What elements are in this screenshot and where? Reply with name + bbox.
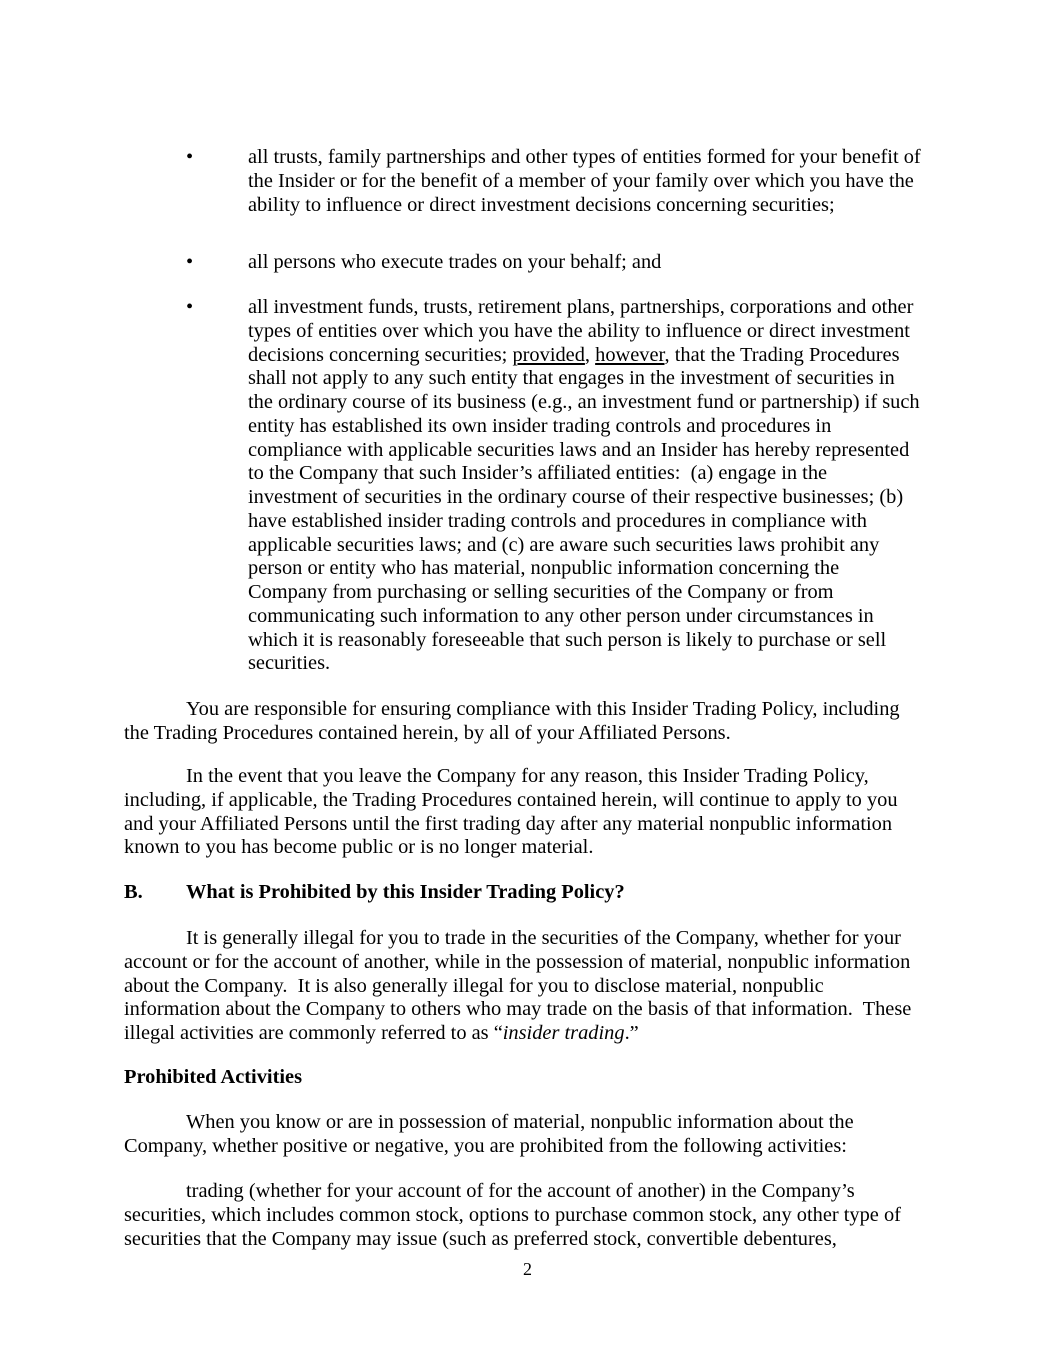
paragraph-trading xyxy=(124,1180,901,1251)
text-line: account or for the account of another, while in the possession of material, nonpublic information xyxy=(124,950,911,973)
section-b-label: B. xyxy=(124,881,143,903)
bullet-icon: • xyxy=(186,146,194,168)
text-line: You are responsible for ensuring compliance with this Insider Trading Policy, including xyxy=(186,698,900,720)
bullet-item-trusts xyxy=(248,146,921,217)
paragraph-responsibility xyxy=(124,698,900,746)
page-number: 2 xyxy=(523,1259,532,1279)
text-line: all trusts, family partnerships and other types of entities formed for your benefit of xyxy=(248,146,921,168)
paragraph-when-you-know xyxy=(124,1111,854,1159)
paragraph-leaving-company xyxy=(124,765,898,860)
text-line: shall not apply to any such entity that engages in the investment of securities in xyxy=(248,367,895,390)
bullet-icon: • xyxy=(186,296,194,318)
text-line: all investment funds, trusts, retirement plans, partnerships, corporations and other xyxy=(248,296,914,318)
text-line: known to you has become public or is no longer material. xyxy=(124,836,594,859)
text-line: securities, which includes common stock, options to purchase common stock, any other type of xyxy=(124,1203,901,1226)
text-line: the Trading Procedures contained herein, by all of your Affiliated Persons. xyxy=(124,721,731,744)
text-line: and your Affiliated Persons until the first trading day after any material nonpublic information xyxy=(124,812,893,835)
text-line: entity has established its own insider trading controls and procedures in xyxy=(248,414,832,437)
text-line: have established insider trading controls and procedures in compliance with xyxy=(248,509,867,532)
underlined-provided: provided xyxy=(512,343,585,366)
underlined-however: however xyxy=(595,343,665,366)
text-line: types of entities over which you have the ability to influence or direct investment xyxy=(248,319,910,342)
text-line: investment of securities in the ordinary course of their respective businesses; (b) xyxy=(248,486,904,508)
text-line: about the Company. It is also generally illegal for you to disclose material, nonpublic xyxy=(124,974,824,997)
text-line: communicating such information to any other person under circumstances in xyxy=(248,604,874,627)
text-line: Company, whether positive or negative, you are prohibited from the following activities: xyxy=(124,1134,847,1157)
text-line: including, if applicable, the Trading Procedures contained herein, will continue to apply to you xyxy=(124,788,898,811)
text-line: information about the Company to others who may trade on the basis of that information. These xyxy=(124,998,912,1021)
text-segment: .” xyxy=(624,1022,639,1044)
text-line: to the Company that such Insider’s affiliated entities: (a) engage in the xyxy=(248,462,828,485)
text-line: In the event that you leave the Company for any reason, this Insider Trading Policy, xyxy=(186,765,869,787)
text-line: trading (whether for your account of for the account of another) in the Company’s xyxy=(186,1180,855,1202)
bullet-item-investment-funds xyxy=(248,296,920,676)
text-line: person or entity who has material, nonpublic information concerning the xyxy=(248,557,840,580)
prohibited-activities-heading: Prohibited Activities xyxy=(124,1066,303,1088)
bullet-item-persons xyxy=(248,251,661,275)
text-line: the ordinary course of its business (e.g., an investment fund or partnership) if such xyxy=(248,391,920,413)
text-segment: , that the Trading Procedures xyxy=(664,343,900,366)
bullet-icon: • xyxy=(186,251,194,273)
text-line: the Insider or for the benefit of a member of your family over which you have the xyxy=(248,169,914,192)
text-line: securities. xyxy=(248,652,331,675)
text-line: Company from purchasing or selling securities of the Company or from xyxy=(248,581,834,603)
text-segment: , xyxy=(584,343,596,366)
italic-term: insider trading xyxy=(502,1022,625,1044)
paragraph-illegal-trading xyxy=(124,927,911,1046)
text-line xyxy=(248,344,920,368)
text-line: all persons who execute trades on your behalf; and xyxy=(248,251,662,273)
text-line: securities that the Company may issue (such as preferred stock, convertible debentures, xyxy=(124,1227,837,1250)
text-line: compliance with applicable securities laws and an Insider has hereby represented xyxy=(248,438,910,461)
text-line xyxy=(124,1022,911,1046)
text-line: It is generally illegal for you to trade in the securities of the Company, whether for your xyxy=(186,927,901,949)
text-line: ability to influence or direct investment decisions concerning securities; xyxy=(248,193,835,216)
section-b-heading: What is Prohibited by this Insider Trading Policy? xyxy=(186,881,625,903)
text-line: which it is reasonably foreseeable that such person is likely to purchase or sell xyxy=(248,628,887,651)
text-segment: decisions concerning securities; xyxy=(248,343,513,366)
text-line: When you know or are in possession of material, nonpublic information about the xyxy=(186,1111,854,1133)
text-segment: illegal activities are commonly referred to as “ xyxy=(124,1022,503,1044)
text-line: applicable securities laws; and (c) are aware such securities laws prohibit any xyxy=(248,533,880,556)
